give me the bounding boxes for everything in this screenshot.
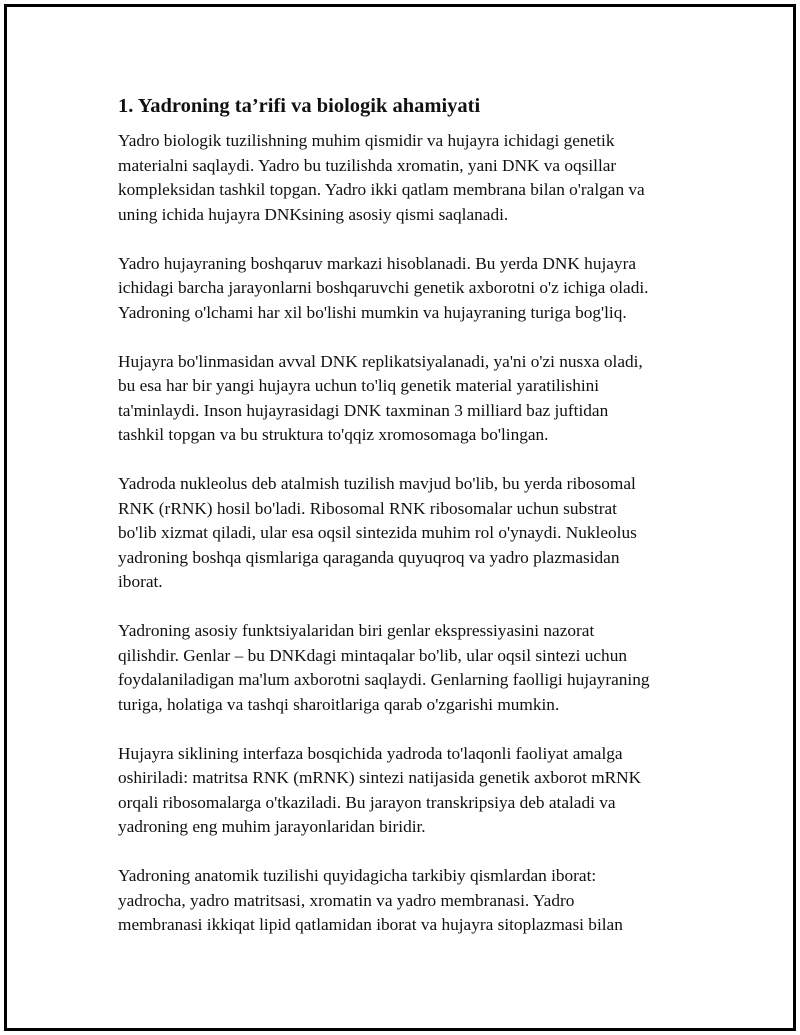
document-body	[118, 92, 698, 962]
text-line: bo'lib xizmat qiladi, ular esa oqsil sintezida muhim rol o'ynaydi. Nukleolus	[118, 523, 637, 542]
paragraph	[118, 742, 698, 840]
paragraph	[118, 472, 698, 595]
text-line: Yadro hujayraning boshqaruv markazi hisoblanadi. Bu yerda DNK hujayra	[118, 253, 636, 273]
text-line: Yadroning asosiy funktsiyalaridan biri genlar ekspressiyasini nazorat	[118, 621, 595, 640]
section-heading: 1. Yadroning ta’rifi va biologik ahamiyati	[118, 95, 481, 117]
text-line: ichidagi barcha jarayonlarni boshqaruvchi genetik axborotni o'z ichiga oladi.	[118, 278, 649, 297]
paragraph	[118, 252, 698, 326]
text-line: turiga, holatiga va tashqi sharoitlariga qarab o'zgarishi mumkin.	[118, 694, 560, 714]
text-line: Yadroda nukleolus deb atalmish tuzilish mavjud bo'lib, bu yerda ribosomal	[118, 474, 636, 493]
text-line: kompleksidan tashkil topgan. Yadro ikki qatlam membrana bilan o'ralgan va	[118, 180, 645, 199]
text-line: membranasi ikkiqat lipid qatlamidan iborat va hujayra sitoplazmasi bilan	[118, 915, 623, 934]
text-line: Yadroning o'lchami har xil bo'lishi mumkin va hujayraning turiga bog'liq.	[118, 302, 627, 322]
paragraph	[118, 129, 698, 227]
text-line: yadroning eng muhim jarayonlaridan biridir.	[118, 817, 426, 836]
text-line: uning ichida hujayra DNKsining asosiy qismi saqlanadi.	[118, 204, 509, 224]
text-line: Yadroning anatomik tuzilishi quyidagicha tarkibiy qismlardan iborat:	[118, 866, 597, 885]
text-line: foydalaniladigan ma'lum axborotni saqlaydi. Genlarning faolligi hujayraning	[118, 670, 650, 689]
text-line: materialni saqlaydi. Yadro bu tuzilishda xromatin, yani DNK va oqsillar	[118, 155, 617, 175]
text-line: iborat.	[118, 572, 163, 591]
text-line: ta'minlaydi. Inson hujayrasidagi DNK taxminan 3 milliard baz juftidan	[118, 400, 609, 420]
text-line: oshiriladi: matritsa RNK (mRNK) sintezi natijasida genetik axborot mRNK	[118, 768, 642, 787]
text-line: yadrocha, yadro matritsasi, xromatin va yadro membranasi. Yadro	[118, 890, 575, 910]
text-line: yadroning boshqa qismlariga qaraganda quyuqroq va yadro plazmasidan	[118, 547, 620, 567]
text-line: bu esa har bir yangi hujayra uchun to'liq genetik material yaratilishini	[118, 376, 600, 395]
text-line: RNK (rRNK) hosil bo'ladi. Ribosomal RNK ribosomalar uchun substrat	[118, 498, 617, 518]
text-line: Yadro biologik tuzilishning muhim qismidir va hujayra ichidagi genetik	[118, 131, 615, 150]
paragraph	[118, 619, 698, 717]
text-line: Hujayra bo'linmasidan avval DNK replikatsiyalanadi, ya'ni o'zi nusxa oladi,	[118, 351, 643, 371]
text-line: Hujayra siklining interfaza bosqichida yadroda to'laqonli faoliyat amalga	[118, 743, 623, 763]
text-line: tashkil topgan va bu struktura to'qqiz xromosomaga bo'lingan.	[118, 425, 549, 444]
paragraph	[118, 350, 698, 448]
text-line: qilishdir. Genlar – bu DNKdagi mintaqalar bo'lib, ular oqsil sintezi uchun	[118, 645, 627, 665]
text-line: orqali ribosomalarga o'tkaziladi. Bu jarayon transkripsiya deb ataladi va	[118, 792, 616, 812]
paragraph	[118, 864, 698, 938]
